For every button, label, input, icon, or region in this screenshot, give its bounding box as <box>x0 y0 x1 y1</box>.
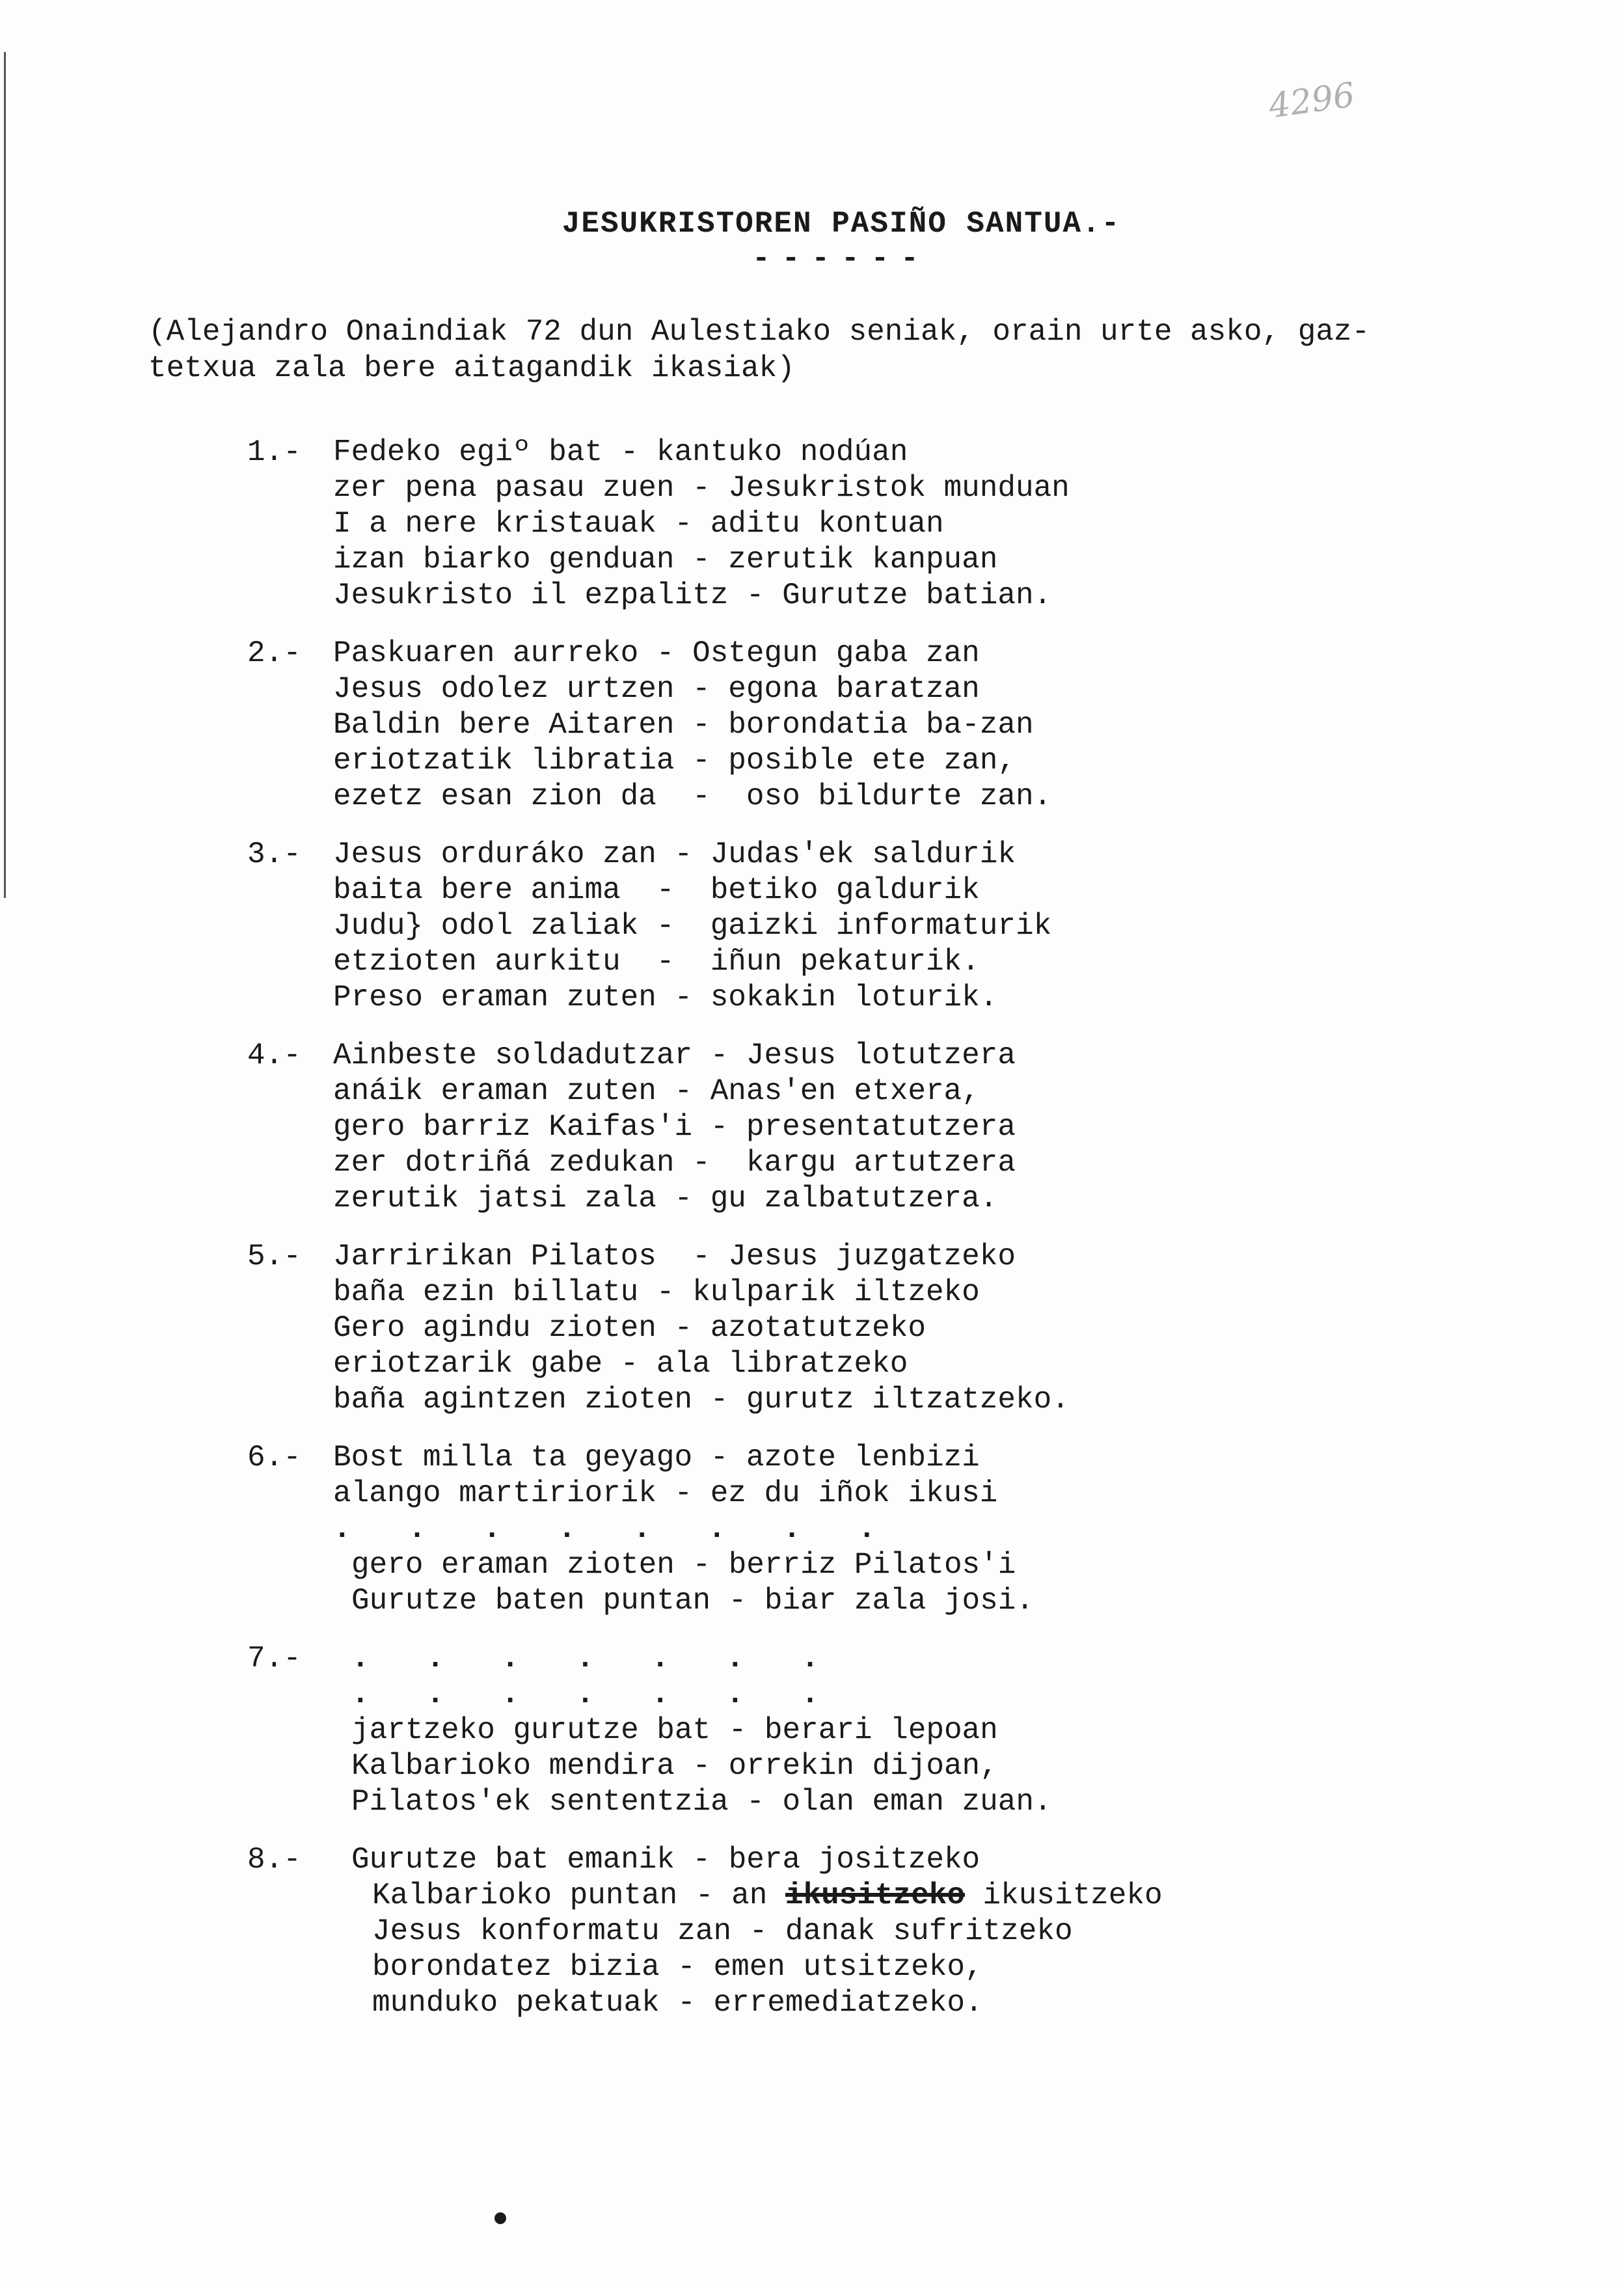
verse-line: Kalbarioko mendira - orrekin dijoan, <box>351 1749 998 1783</box>
stanza-number: 2.- <box>247 636 301 670</box>
omission-dots: . . . . . . . <box>351 1642 839 1676</box>
stanza-8 <box>247 1842 1418 2021</box>
verse-line: eriotzarik gabe - ala libratzeko <box>333 1347 908 1381</box>
stanza-3 <box>247 837 1418 1016</box>
stanza-number: 7.- <box>247 1642 301 1676</box>
verse-line: eriotzatik libratia - posible ete zan, <box>333 744 1016 778</box>
verse-line: baña ezin billatu - kulparik iltzeko <box>333 1275 980 1309</box>
verse-line: alango martiriorik - ez du iñok ikusi <box>333 1476 998 1510</box>
verse-line <box>333 1878 1418 1914</box>
verse-line: Ainbeste soldadutzar - Jesus lotutzera <box>333 1039 1016 1072</box>
ink-dot <box>494 2212 506 2224</box>
verse-line-start: Kalbarioko puntan - an <box>372 1879 785 1912</box>
omission-dots: . . . . . . . . <box>333 1512 896 1546</box>
verse-line: I a nere kristauak - aditu kontuan <box>333 507 944 541</box>
stanza-6 <box>247 1440 1418 1619</box>
archive-number: 4296 <box>1266 75 1357 126</box>
verse-line: Jesus odolez urtzen - egona baratzan <box>333 672 980 706</box>
verse-line: zerutik jatsi zala - gu zalbatutzera. <box>333 1182 998 1216</box>
verse-line: zer pena pasau zuen - Jesukristok munduan <box>333 471 1070 505</box>
struck-out-word: ikusitzeko <box>785 1879 965 1912</box>
margin-rule <box>4 52 6 898</box>
verse-line: anáik eraman zuten - Anas'en etxera, <box>333 1074 980 1108</box>
stanza-7 <box>247 1641 1418 1820</box>
stanza-number: 5.- <box>247 1240 301 1273</box>
verse-line: Jarririkan Pilatos - Jesus juzgatzeko <box>333 1240 1016 1273</box>
verse-line: Paskuaren aurreko - Ostegun gaba zan <box>333 636 980 670</box>
stanza-1 <box>247 435 1418 614</box>
verse-line-end: ikusitzeko <box>964 1879 1163 1912</box>
verse-line: Jesus konformatu zan - danak sufritzeko <box>372 1914 1073 1948</box>
stanza-number: 8.- <box>247 1843 301 1877</box>
stanza-number: 4.- <box>247 1039 301 1072</box>
title-underline: ------ <box>752 242 930 276</box>
stanza-2 <box>247 636 1418 815</box>
verse-line: Pilatos'ek sententzia - olan eman zuan. <box>351 1785 1052 1819</box>
verse-line: baña agintzen zioten - gurutz iltzatzeko. <box>333 1383 1070 1417</box>
verse-line: izan biarko genduan - zerutik kanpuan <box>333 543 998 577</box>
verse-line: munduko pekatuak - erremediatzeko. <box>372 1986 983 2020</box>
poem-body <box>247 435 1418 2043</box>
verse-line: jartzeko gurutze bat - berari lepoan <box>351 1713 998 1747</box>
stanza-number: 1.- <box>247 435 301 469</box>
stanza-4 <box>247 1038 1418 1217</box>
intro-note: (Alejandro Onaindiak 72 dun Aulestiako seniak, orain urte asko, gaz- tetxua zala bere aitagandik ikasiak) <box>148 315 1370 385</box>
verse-line: baita bere anima - betiko galdurik <box>333 873 980 907</box>
verse-line: zer dotriñá zedukan - kargu artutzera <box>333 1146 1016 1180</box>
verse-line: borondatez bizia - emen utsitzeko, <box>372 1950 983 1984</box>
verse-line: Jesus orduráko zan - Judas'ek saldurik <box>333 837 1016 871</box>
page-title: JESUKRISTOREN PASIÑO SANTUA.- <box>562 207 1121 241</box>
verse-line: etzioten aurkitu - iñun pekaturik. <box>333 945 980 979</box>
verse-line: Gurutze baten puntan - biar zala josi. <box>351 1584 1034 1618</box>
verse-line: gero barriz Kaifas'i - presentatutzera <box>333 1110 1016 1144</box>
verse-line: Jesukristo il ezpalitz - Gurutze batian. <box>333 578 1052 612</box>
verse-line: Bost milla ta geyago - azote lenbizi <box>333 1441 980 1474</box>
stanza-number: 6.- <box>247 1441 301 1474</box>
verse-line: Gero agindu zioten - azotatutzeko <box>333 1311 926 1345</box>
stanza-5 <box>247 1239 1418 1418</box>
omission-dots: . . . . . . . <box>351 1678 839 1711</box>
verse-line: Gurutze bat emanik - bera jositzeko <box>351 1843 981 1877</box>
verse-line: Baldin bere Aitaren - borondatia ba-zan <box>333 708 1034 742</box>
verse-line: Preso eraman zuten - sokakin loturik. <box>333 981 998 1014</box>
verse-line: Judu} odol zaliak - gaizki informaturik <box>333 909 1052 943</box>
verse-line: ezetz esan zion da - oso bildurte zan. <box>333 780 1052 813</box>
verse-line: gero eraman zioten - berriz Pilatos'i <box>351 1548 1016 1582</box>
verse-line: Fedeko egiº bat - kantuko nodúan <box>333 435 908 469</box>
stanza-number: 3.- <box>247 837 301 871</box>
